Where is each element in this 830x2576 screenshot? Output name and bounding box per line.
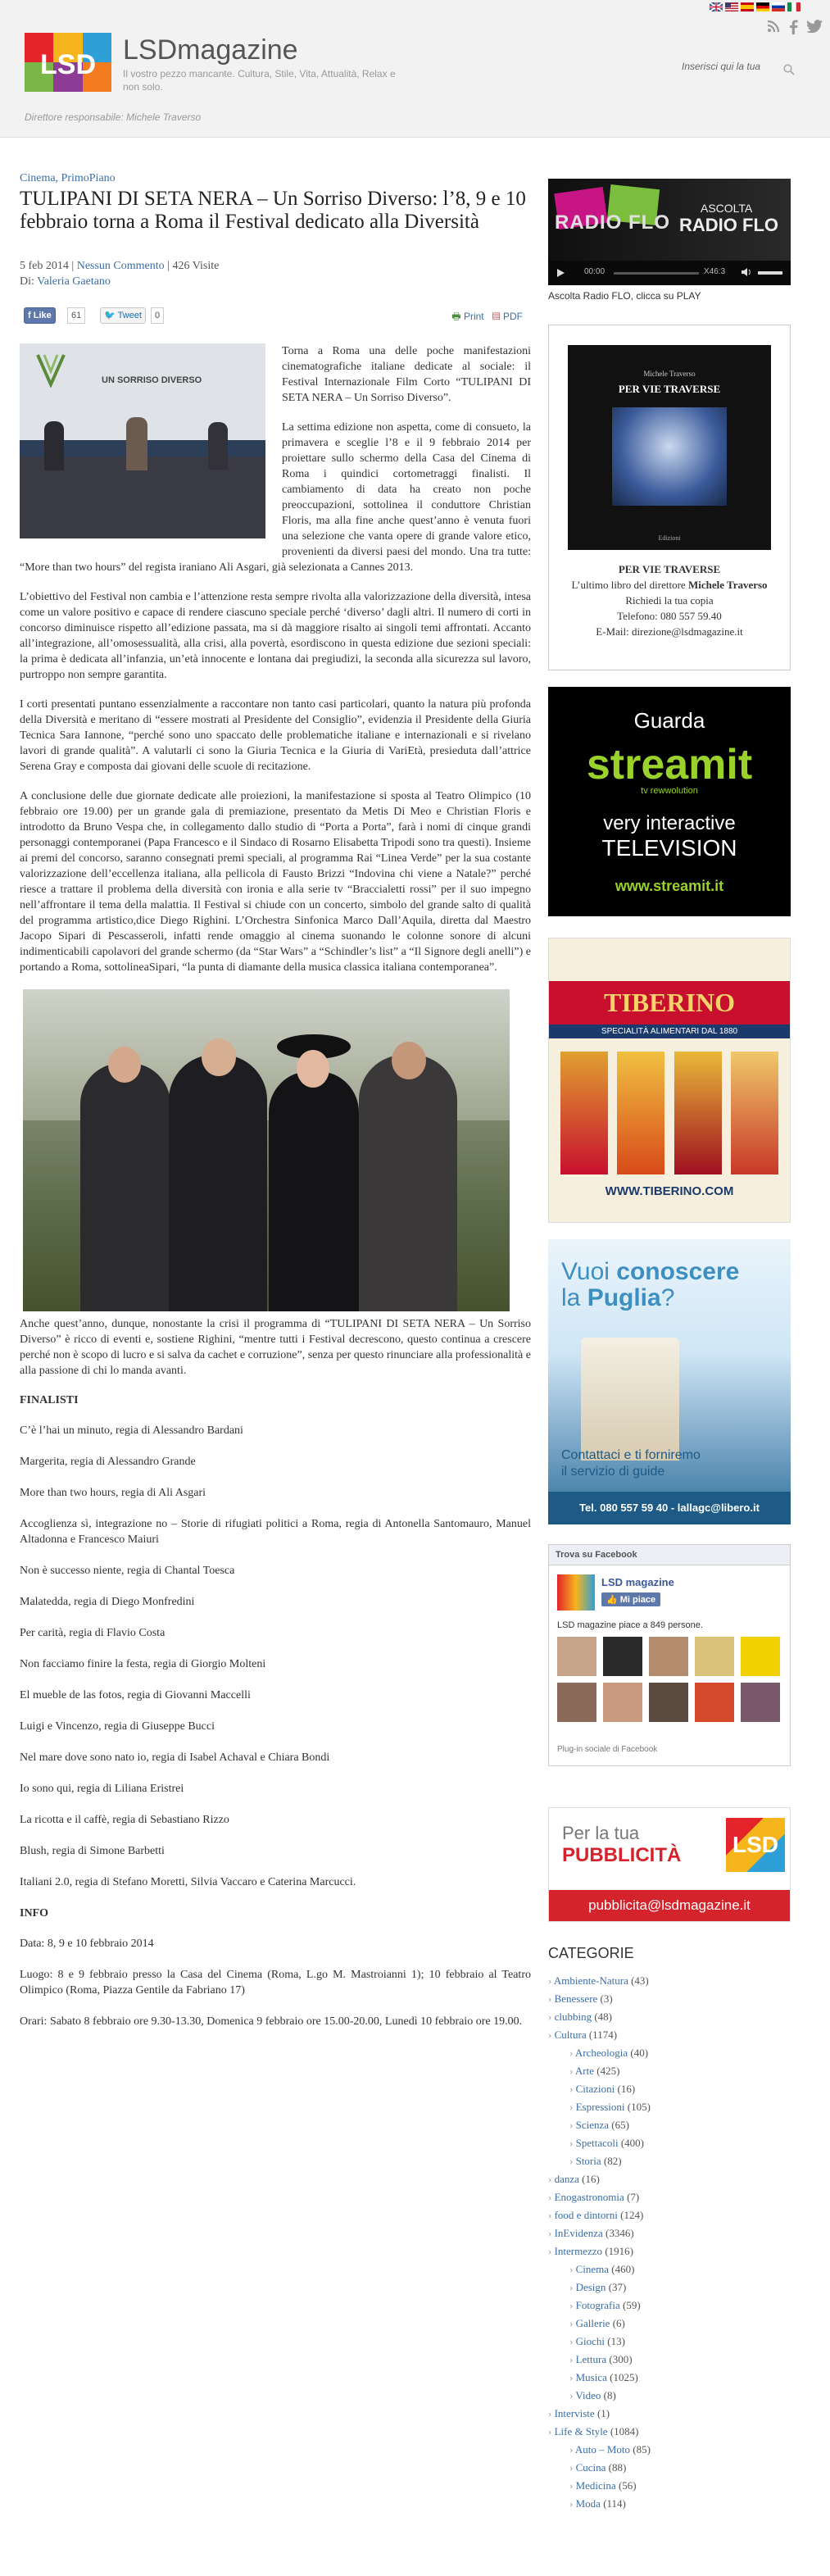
finalist-item: Io sono qui, regia di Liliana Eristrei bbox=[20, 1783, 184, 1795]
paragraph: A conclusione delle due giornate dedicate alle proiezioni, la manifestazione si sposta al Teatro Olimpico (10 febbraio ore 19.00) per un grande gala di premiazione, presentato da Metis Di Meo e Christian Floris e introdotto da Bruno Vespa che, in collegamento dallo studio di “Porta a Porta”, farà i nomi di cinque grandi personaggi contemporanei (Papa Francesco e il Sindaco di Rosarno Elisabetta Tripodi sono tra questi). Insieme ai premi del concorso, saranno consegnati premi speciali, al programma Rai “Linea Verde” per la sua costante valorizzazione dell’eccellenza italiana, alla pellicola di Fausto Brizzi “Indovina chi viene a Natale?” perché riesce a trattare il problema della diversità con ironia e alla serie tv “Braccialetti rossi” per il suo impegno nell’affrontare il tema della malattia. Il Festival si chiude con un concerto, simbolo del grande salto di qualità del programma artistico,dice Diego Righini. L’Orchestra Sinfonica Marco Dall’Aquila, diretta dal Maestro Jacopo Sipari di Pescasseroli, infatti rende omaggio al cinema suonando le colonne sonore di alcuni indimenticabili capolavori del grande schermo (da “Star Wars” a “Schindler’s list” a “Il Signore degli anelli”) e portando a Roma, sottolineaSipari, “la punta di diamante della musica classica italiana contemporanea”. bbox=[20, 790, 531, 974]
streamit-ad[interactable] bbox=[548, 687, 791, 916]
category-count: (7) bbox=[627, 2191, 640, 2203]
category-item bbox=[548, 2387, 791, 2405]
book-email: E-Mail: direzione@lsdmagazine.it bbox=[596, 625, 743, 638]
book-title: PER VIE TRAVERSE bbox=[618, 563, 721, 575]
category-count: (16) bbox=[582, 2173, 600, 2185]
fb-header: Trova su Facebook bbox=[549, 1545, 790, 1565]
radio-logo-text: RADIO FLO bbox=[555, 211, 670, 234]
site-header bbox=[0, 0, 830, 138]
fan-avatar[interactable] bbox=[649, 1683, 688, 1722]
category-count: (3) bbox=[600, 1992, 613, 2005]
fan-avatar[interactable] bbox=[649, 1637, 688, 1676]
category-link[interactable]: Spettacoli bbox=[575, 2137, 619, 2149]
finalist-item: Italiani 2.0, regia di Stefano Moretti, Silvia Vaccaro e Caterina Marcucci. bbox=[20, 1876, 356, 1888]
chevron-right-icon: › bbox=[548, 2029, 555, 2041]
book-author-name: Michele Traverso bbox=[687, 579, 768, 591]
category-count: (460) bbox=[611, 2263, 635, 2275]
tulip-logo-icon bbox=[34, 352, 67, 388]
category-link[interactable]: Medicina bbox=[575, 2479, 616, 2492]
flag-it-icon[interactable] bbox=[787, 2, 801, 11]
info-item: Luogo: 8 e 9 febbraio presso la Casa del Cinema (Roma, L.go M. Mastroianni 1); 10 febbraio al Teatro Olimpico (Roma, Piazza Gentile da Fabriano 17) bbox=[20, 1969, 531, 1997]
finalist-item: More than two hours, regia di Ali Asgari bbox=[20, 1487, 206, 1499]
fan-avatar[interactable] bbox=[741, 1637, 780, 1676]
category-link[interactable]: Cinema bbox=[575, 2263, 610, 2275]
category-item bbox=[548, 2260, 791, 2278]
category-link[interactable]: Espressioni bbox=[575, 2101, 625, 2113]
info-heading: INFO bbox=[20, 1907, 48, 1920]
flag-ru-icon[interactable] bbox=[772, 2, 785, 11]
paragraph: I corti presentati puntano essenzialmente a raccontare non tanto casi particolari, quanto la natura più profonda della Diversità e meritano di “essere mostrati al Presidente del Consiglio”, evidenzia il Presidente della Giuria Tecnica Sara Iannone, “perché sono uno spaccato delle problematiche italiane e internazionali e si rivelano lavori di grande qualità”. A valutarli ci sono la Giuria Tecnica e la Giuria di VariEtà, presieduta dall’attrice Serena Gray e composta dai giovani delle scuole di recitazione. bbox=[20, 698, 531, 773]
category-count: (124) bbox=[620, 2209, 644, 2221]
streamit-guarda: Guarda bbox=[633, 708, 705, 733]
chevron-right-icon: › bbox=[548, 2425, 555, 2437]
site-name[interactable]: LSDmagazine bbox=[123, 34, 298, 66]
category-link[interactable]: Cultura bbox=[554, 2029, 587, 2041]
fan-avatar[interactable] bbox=[603, 1637, 642, 1676]
chevron-right-icon: › bbox=[569, 2371, 576, 2383]
category-count: (82) bbox=[603, 2155, 622, 2167]
category-item bbox=[548, 2134, 791, 2152]
fan-avatar[interactable] bbox=[695, 1637, 734, 1676]
like-count: 61 bbox=[67, 307, 85, 324]
category-link[interactable]: Design bbox=[575, 2281, 606, 2293]
pasta-pack bbox=[617, 1052, 664, 1174]
chevron-right-icon: › bbox=[569, 2137, 576, 2149]
info-item: Data: 8, 9 e 10 febbraio 2014 bbox=[20, 1938, 154, 1950]
category-item bbox=[548, 2369, 791, 2387]
category-item bbox=[548, 2459, 791, 2477]
finalist-item: Margerita, regia di Alessandro Grande bbox=[20, 1456, 196, 1468]
puglia-text: il servizio di guide bbox=[561, 1465, 665, 1479]
category-link[interactable]: Auto – Moto bbox=[574, 2443, 631, 2456]
streamit-sub: tv rewwolution bbox=[641, 786, 698, 796]
category-link[interactable]: Benessere bbox=[554, 1992, 598, 2005]
search-icon[interactable] bbox=[783, 64, 795, 75]
category-item bbox=[548, 2405, 791, 2423]
chevron-right-icon: › bbox=[569, 2065, 575, 2077]
sidebar bbox=[548, 179, 791, 2513]
category-item bbox=[548, 2278, 791, 2297]
book-author: Michele Traverso bbox=[643, 370, 696, 378]
category-count: (59) bbox=[623, 2299, 641, 2311]
paragraph: Torna a Roma una delle poche manifestazioni cinematografiche italiane dedicate al sociale: il Festival Internazionale Film Corto “TULIPANI DI SETA NERA – Un Sorriso Diverso”. bbox=[282, 345, 531, 404]
flag-uk-icon[interactable] bbox=[710, 2, 723, 11]
ad-line2: PUBBLICITÀ bbox=[562, 1844, 682, 1866]
category-count: (40) bbox=[630, 2047, 649, 2059]
player-progress-bar[interactable] bbox=[614, 272, 699, 275]
chevron-right-icon: › bbox=[548, 1974, 554, 1987]
category-count: (114) bbox=[603, 2497, 626, 2510]
category-link[interactable]: Archeologia bbox=[574, 2047, 628, 2059]
chevron-right-icon: › bbox=[569, 2281, 576, 2293]
category-link[interactable]: Video bbox=[575, 2389, 601, 2401]
category-item bbox=[548, 2224, 791, 2242]
category-count: (6) bbox=[612, 2317, 625, 2329]
category-count: (105) bbox=[627, 2101, 651, 2113]
tweet-button[interactable]: 🐦 Tweet bbox=[100, 307, 146, 324]
chevron-right-icon: › bbox=[569, 2083, 576, 2095]
finalist-item: El mueble de las fotos, regia di Giovanni Maccelli bbox=[20, 1689, 251, 1701]
fb-like-label: Mi piace bbox=[619, 1595, 656, 1605]
category-link[interactable]: Citazioni bbox=[575, 2083, 615, 2095]
category-link[interactable]: Giochi bbox=[575, 2335, 605, 2347]
category-item bbox=[548, 1972, 791, 1990]
facebook-icon[interactable] bbox=[788, 20, 798, 34]
fb-page-name[interactable]: LSD magazine bbox=[601, 1576, 674, 1588]
category-link[interactable]: Interviste bbox=[554, 2407, 595, 2419]
radio-caption: Ascolta Radio FLO, clicca su PLAY bbox=[548, 290, 701, 302]
category-link[interactable]: PrimoPiano bbox=[61, 172, 116, 184]
ad-line1: Per la tua bbox=[562, 1823, 640, 1843]
category-link[interactable]: Moda bbox=[575, 2497, 601, 2510]
category-item bbox=[548, 2098, 791, 2116]
fb-plugin-text: Plug-in sociale di Facebook bbox=[557, 1745, 658, 1754]
book-cover[interactable] bbox=[568, 345, 771, 550]
post-date: 5 feb 2014 bbox=[20, 260, 69, 272]
category-count: (88) bbox=[608, 2461, 627, 2474]
category-count: (425) bbox=[596, 2065, 620, 2077]
category-link[interactable]: Gallerie bbox=[575, 2317, 610, 2329]
finalist-item: Luigi e Vincenzo, regia di Giuseppe Bucci bbox=[20, 1720, 215, 1733]
category-link[interactable]: Cucina bbox=[575, 2461, 606, 2474]
category-link[interactable]: Musica bbox=[575, 2371, 607, 2383]
post-meta: 5 feb 2014 | Nessun Commento | 426 Visite Di: Valeria Gaetano bbox=[20, 260, 220, 288]
post-body bbox=[20, 343, 531, 2029]
cast-photo bbox=[23, 989, 510, 1311]
category-link[interactable]: InEvidenza bbox=[554, 2227, 603, 2239]
festival-press-photo bbox=[20, 343, 265, 538]
category-link[interactable]: Ambiente-Natura bbox=[553, 1974, 628, 1987]
category-item bbox=[548, 2351, 791, 2369]
puglia-text: conoscere bbox=[616, 1258, 740, 1285]
category-count: (48) bbox=[594, 2010, 613, 2023]
photo-banner-text: UN SORRISO DIVERSO bbox=[102, 375, 202, 385]
finalist-item: Malatedda, regia di Diego Monfredini bbox=[20, 1596, 195, 1608]
categories-heading: CATEGORIE bbox=[548, 1945, 634, 1961]
pasta-pack bbox=[560, 1052, 608, 1174]
article bbox=[20, 172, 531, 2045]
book-phone: Telefono: 080 557 59.40 bbox=[617, 610, 722, 622]
category-item bbox=[548, 2333, 791, 2351]
category-count: (1916) bbox=[605, 2245, 633, 2257]
finalist-item: Blush, regia di Simone Barbetti bbox=[20, 1845, 165, 1857]
info-item: Orari: Sabato 8 febbraio ore 9.30-13.30, Domenica 9 febbraio ore 15.00-20.00, Lunedì 10 febbraio ore 19.00. bbox=[20, 2015, 523, 2028]
chevron-right-icon: › bbox=[569, 2497, 576, 2510]
fb-fans-grid bbox=[557, 1637, 780, 1722]
category-link[interactable]: clubbing bbox=[554, 2010, 592, 2023]
category-item bbox=[548, 2297, 791, 2315]
puglia-text: ? bbox=[660, 1284, 675, 1311]
chevron-right-icon: › bbox=[569, 2389, 576, 2401]
category-count: (13) bbox=[607, 2335, 625, 2347]
site-tagline: Il vostro pezzo mancante. Cultura, Stile, Vita, Attualità, Relax e non solo. bbox=[123, 68, 396, 93]
language-flags bbox=[710, 2, 801, 11]
category-count: (43) bbox=[631, 1974, 649, 1987]
paragraph: L’obiettivo del Festival non cambia e l’attenzione resta sempre rivolta alla valorizzazione della diversità, intesa come un valore positivo e capace di rendere ciascuno speciale perché ‘diverso’ dagli altri. Il numero di corti in concorso diminuisce rispetto all’edizione passata, ma si dà maggiore risalto ai singoli temi affrontati. Accanto all’integrazione, all’omosessualità, alla crisi, alla povertà, esordiscono in questa edizione due sezioni speciali: la prima è dedicata all’infanzia, un’età innocente e lontana dai pregiudizi, la seconda alla sicurezza sul lavoro, purtroppo non sempre garantita. bbox=[20, 591, 531, 681]
paragraph: La settima edizione non aspetta, come di consueto, la primavera e sceglie l’8 e il 9 febbraio 2014 per proiettare sullo schermo della Casa del Cinema di Roma i quindici cortometraggi finalisti. Il cambiamento di data ha creato non poche preoccupazioni, sottolinea il conduttore Christian Floris, ma alla fine anche quest’anno è venuta fuori una selezione che vanta opere di grande valore etico, provenienti da diversi paesi del mondo. Una tra tutte: “More than two hours” del regista iraniano Ali Asgari, già selezionata a Cannes 2013. bbox=[20, 421, 531, 574]
category-item bbox=[548, 2495, 791, 2513]
finalist-item: Per carità, regia di Flavio Costa bbox=[20, 1627, 166, 1639]
fan-avatar[interactable] bbox=[557, 1683, 596, 1722]
ad-logo: LSD bbox=[726, 1818, 785, 1872]
fan-avatar[interactable] bbox=[557, 1637, 596, 1676]
streamit-line2: TELEVISION bbox=[601, 835, 737, 861]
pasta-pack bbox=[731, 1052, 778, 1174]
fb-page-logo[interactable] bbox=[557, 1574, 595, 1611]
category-item bbox=[548, 2423, 791, 2441]
puglia-text: Vuoi bbox=[561, 1258, 617, 1285]
post-title: TULIPANI DI SETA NERA – Un Sorriso Diverso: l’8, 9 e 10 febbraio torna a Roma il Festival dedicato alla Diversità bbox=[20, 188, 526, 233]
tiberino-brand: TIBERINO bbox=[549, 981, 790, 1024]
chevron-right-icon: › bbox=[569, 2047, 575, 2059]
print-link[interactable]: Print bbox=[463, 311, 484, 322]
facebook-widget bbox=[548, 1544, 791, 1766]
radio-flo-player bbox=[548, 179, 791, 285]
tweet-label: Tweet bbox=[117, 311, 142, 320]
category-item bbox=[548, 2080, 791, 2098]
chevron-right-icon: › bbox=[548, 2209, 555, 2221]
chevron-right-icon: › bbox=[548, 2245, 555, 2257]
visit-count: 426 Visite bbox=[172, 260, 220, 272]
post-categories: Cinema, PrimoPiano bbox=[20, 172, 116, 184]
finalist-item: Nel mare dove sono nato io, regia di Isabel Achaval e Chiara Bondi bbox=[20, 1751, 330, 1764]
category-item bbox=[548, 2044, 791, 2062]
category-count: (1025) bbox=[610, 2371, 638, 2383]
radio-ascolta: ASCOLTA bbox=[701, 202, 753, 215]
like-label: Like bbox=[33, 311, 52, 320]
category-count: (1174) bbox=[588, 2029, 618, 2041]
volume-icon[interactable] bbox=[742, 267, 753, 277]
player-duration: X46:3 bbox=[704, 267, 726, 276]
site-logo[interactable] bbox=[25, 33, 111, 92]
chevron-right-icon: › bbox=[569, 2479, 576, 2492]
author-link[interactable]: Valeria Gaetano bbox=[37, 275, 111, 288]
chevron-right-icon: › bbox=[569, 2335, 576, 2347]
print-pdf bbox=[451, 309, 523, 326]
category-count: (8) bbox=[603, 2389, 616, 2401]
category-link[interactable]: Enogastronomia bbox=[554, 2191, 624, 2203]
pdf-link[interactable]: PDF bbox=[503, 311, 523, 322]
category-count: (3346) bbox=[605, 2227, 634, 2239]
finalist-item: Non facciamo finire la festa, regia di Giorgio Molteni bbox=[20, 1658, 266, 1670]
puglia-text: Contattaci e ti forniremo bbox=[561, 1448, 701, 1462]
category-link[interactable]: Storia bbox=[575, 2155, 601, 2167]
puglia-contact-text bbox=[561, 1447, 701, 1480]
category-count: (85) bbox=[633, 2443, 651, 2456]
category-link[interactable]: Life & Style bbox=[554, 2425, 608, 2437]
category-item bbox=[548, 2116, 791, 2134]
chevron-right-icon: › bbox=[548, 2407, 555, 2419]
twitter-icon[interactable] bbox=[806, 20, 823, 33]
finalist-item: La ricotta e il caffè, regia di Sebastiano Rizzo bbox=[20, 1814, 229, 1826]
finalists-list bbox=[20, 1423, 531, 1890]
category-link[interactable]: Intermezzo bbox=[554, 2245, 603, 2257]
category-link[interactable]: Scienza bbox=[575, 2119, 610, 2131]
puglia-phone: Tel. 080 557 59 40 - lallagc@libero.it bbox=[548, 1492, 791, 1524]
puglia-text: la bbox=[561, 1284, 587, 1311]
category-item bbox=[548, 2008, 791, 2026]
fan-avatar[interactable] bbox=[603, 1683, 642, 1722]
category-item bbox=[548, 2441, 791, 2459]
tiberino-sub: SPECIALITÀ ALIMENTARI DAL 1880 bbox=[549, 1024, 790, 1038]
pdf-icon[interactable]: ▤ bbox=[492, 311, 501, 322]
tiberino-url: WWW.TIBERINO.COM bbox=[605, 1184, 734, 1198]
category-link[interactable]: danza bbox=[554, 2173, 579, 2185]
search-input[interactable]: Inserisci qui la tua bbox=[682, 61, 761, 72]
comments-link[interactable]: Nessun Commento bbox=[76, 260, 165, 272]
radio-name: RADIO FLO bbox=[679, 215, 778, 235]
book-line-text: L’ultimo libro del direttore bbox=[571, 579, 688, 591]
category-count: (65) bbox=[611, 2119, 629, 2131]
chevron-right-icon: › bbox=[548, 1992, 555, 2005]
category-item bbox=[548, 2242, 791, 2260]
chevron-right-icon: › bbox=[569, 2263, 576, 2275]
flag-de-icon[interactable] bbox=[756, 2, 769, 11]
chevron-right-icon: › bbox=[569, 2155, 576, 2167]
flag-us-icon[interactable] bbox=[725, 2, 738, 11]
category-link[interactable]: Arte bbox=[574, 2065, 594, 2077]
fan-avatar[interactable] bbox=[695, 1683, 734, 1722]
social-links bbox=[767, 20, 823, 34]
streamit-url: www.streamit.it bbox=[615, 878, 724, 894]
advertising-ad[interactable] bbox=[548, 1807, 791, 1922]
paragraph: Anche quest’anno, dunque, nonostante la crisi il programma di “TULIPANI DI SETA NERA – Un Sorriso Diverso” è ricco di eventi e, sostiene Righini, “mentre tutti i Festival decrescono, questo continua a crescere perché non è scopo di lucro e si salva da cachet e corruzione”, senza per questo rinunciare alla professionalità e alla passione di chi lo manda avanti. bbox=[20, 1318, 531, 1377]
chevron-right-icon: › bbox=[569, 2101, 576, 2113]
category-count: (56) bbox=[618, 2479, 637, 2492]
category-count: (16) bbox=[617, 2083, 636, 2095]
category-item bbox=[548, 2062, 791, 2080]
category-count: (300) bbox=[609, 2353, 633, 2365]
tiberino-ad[interactable] bbox=[548, 938, 791, 1223]
author-label: Di: bbox=[20, 275, 34, 288]
chevron-right-icon: › bbox=[569, 2353, 576, 2365]
play-icon[interactable] bbox=[556, 269, 565, 277]
category-link[interactable]: food e dintorni bbox=[554, 2209, 618, 2221]
puglia-ad[interactable] bbox=[548, 1239, 791, 1524]
chevron-right-icon: › bbox=[548, 2191, 555, 2203]
director-line: Direttore responsabile: Michele Traverso bbox=[25, 111, 202, 123]
category-count: (1084) bbox=[610, 2425, 639, 2437]
category-count: (1) bbox=[596, 2407, 610, 2419]
category-item bbox=[548, 2026, 791, 2044]
flag-es-icon[interactable] bbox=[741, 2, 754, 11]
category-link[interactable]: Cinema bbox=[20, 172, 56, 184]
category-link[interactable]: Fotografia bbox=[575, 2299, 620, 2311]
category-item bbox=[548, 1990, 791, 2008]
rss-icon[interactable] bbox=[767, 20, 780, 33]
category-item bbox=[548, 2477, 791, 2495]
volume-slider[interactable] bbox=[758, 271, 782, 275]
share-bar bbox=[20, 307, 531, 325]
streamit-line1: very interactive bbox=[603, 812, 736, 834]
finalist-item: C’è l’hai un minuto, regia di Alessandro Bardani bbox=[20, 1424, 243, 1437]
fb-count-text: LSD magazine piace a 849 persone. bbox=[557, 1620, 703, 1630]
book-promo bbox=[548, 325, 791, 670]
chevron-right-icon: › bbox=[548, 2227, 555, 2239]
chevron-right-icon: › bbox=[569, 2461, 576, 2474]
chevron-right-icon: › bbox=[569, 2443, 575, 2456]
category-list bbox=[548, 1972, 791, 2513]
finalist-item: Non è successo niente, regia di Chantal Toesca bbox=[20, 1565, 235, 1577]
puglia-headline bbox=[561, 1259, 739, 1311]
book-cover-title: PER VIE TRAVERSE bbox=[618, 383, 721, 395]
chevron-right-icon: › bbox=[569, 2119, 576, 2131]
print-icon[interactable]: 🖶 bbox=[451, 311, 461, 322]
info-list bbox=[20, 1936, 531, 2029]
category-item bbox=[548, 2315, 791, 2333]
streamit-logo: streamit bbox=[586, 741, 753, 788]
book-request: Richiedi la tua copia bbox=[625, 594, 714, 607]
puglia-text: Puglia bbox=[587, 1284, 661, 1311]
category-item bbox=[548, 2152, 791, 2170]
chevron-right-icon: › bbox=[548, 2173, 555, 2185]
category-count: (37) bbox=[608, 2281, 627, 2293]
fan-avatar[interactable] bbox=[741, 1683, 780, 1722]
facebook-like-button[interactable]: f Like bbox=[24, 307, 56, 324]
book-publisher: Edizioni bbox=[658, 534, 681, 542]
ad-email: pubblicita@lsdmagazine.it bbox=[549, 1890, 790, 1921]
category-item bbox=[548, 2188, 791, 2206]
finalists-heading: FINALISTI bbox=[20, 1394, 79, 1406]
finalist-item: Accoglienza sì, integrazione no – Storie di rifugiati politici a Roma, regia di Antonella Santomauro, Manuel Altadonna e Francesco Maiuri bbox=[20, 1518, 531, 1546]
tweet-count: 0 bbox=[151, 307, 164, 324]
chevron-right-icon: › bbox=[569, 2317, 576, 2329]
fb-like-button[interactable]: 👍 Mi piace bbox=[601, 1592, 660, 1606]
chevron-right-icon: › bbox=[548, 2010, 555, 2023]
player-time: 00:00 bbox=[584, 267, 605, 276]
chevron-right-icon: › bbox=[569, 2299, 576, 2311]
category-item bbox=[548, 2170, 791, 2188]
book-line bbox=[549, 577, 790, 593]
logo-text: LSD bbox=[40, 49, 96, 80]
category-count: (400) bbox=[620, 2137, 645, 2149]
pasta-pack bbox=[674, 1052, 722, 1174]
category-link[interactable]: Lettura bbox=[575, 2353, 607, 2365]
category-item bbox=[548, 2206, 791, 2224]
